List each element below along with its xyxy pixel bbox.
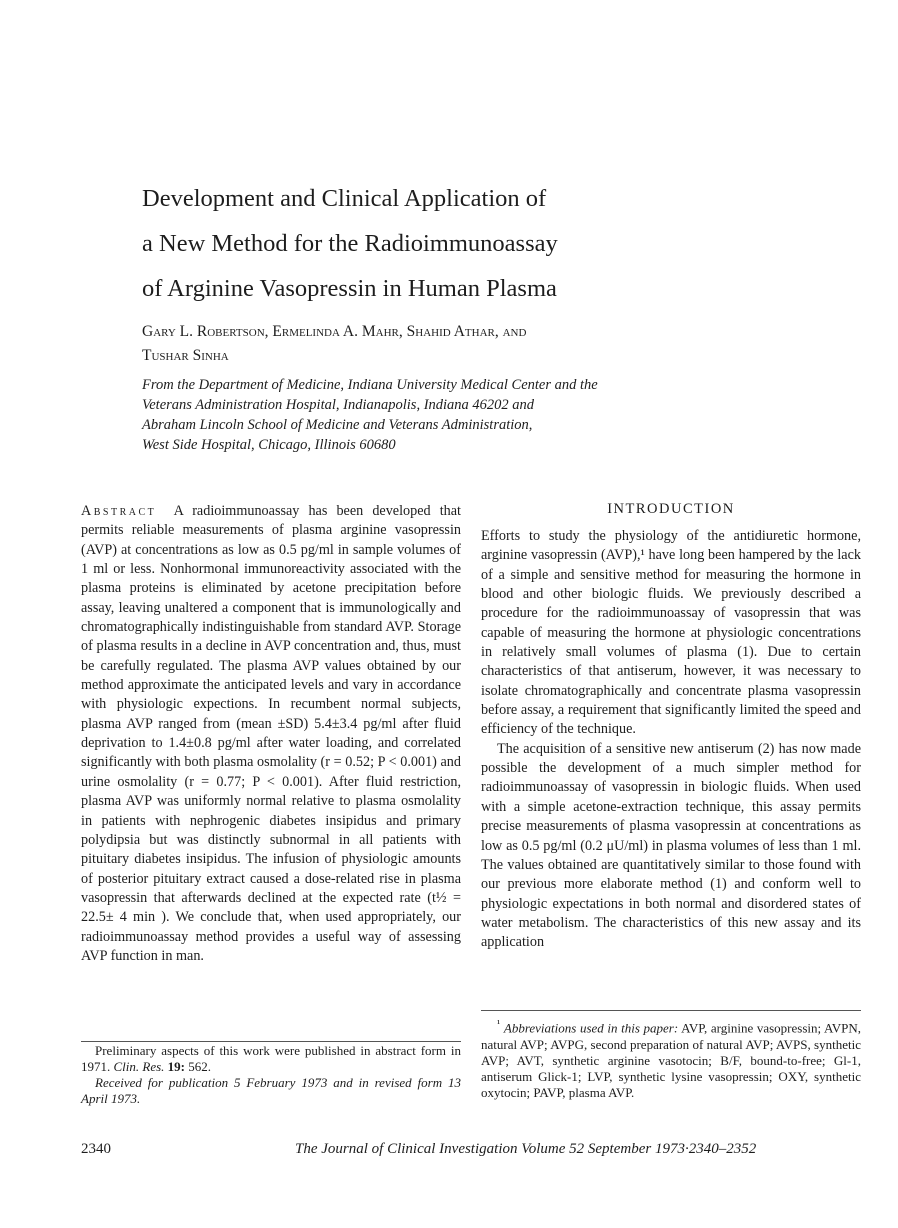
abstract-text: A radioimmunoassay has been developed that permits reliable measurements of plasma arginine vasopressin (AVP) at concentrations as low as 0.5 pg/ml in sample volumes of 1 ml or less. Nonhormonal immunoreactivity associated with the plasma proteins is eliminated by acetone precipitation before assay, leaving unaltered a component that is immunologically and chromatographically indistinguishable from standard AVP. Storage of plasma results in a decline in AVP concentration and, thus, must be carefully regulated. The plasma AVP values obtained by our method approximate the anticipated levels and vary in accordance with physiologic expections. In recumbent normal subjects, plasma AVP ranged from (mean ±SD) 5.4±3.4 pg/ml after fluid deprivation to 1.4±0.8 pg/ml after water loading, and correlated significantly with both plasma osmolality (r = 0.52; P < 0.001) and urine osmolality (r = 0.77; P < 0.001). After fluid restriction, plasma AVP was uniformly normal relative to plasma osmolality in patients with nephrogenic diabetes insipidus and primary polydipsia but was distinctly subnormal in all patients with pituitary diabetes insipidus. The infusion of physiologic amounts of posterior pituitary extract caused a dose-related rise in plasma vasopressin that afterwards declined at the expected rate (t½ = 22.5± 4 min ). We conclude that, when used appropriately, our radioimmunoassay method provides a useful way of assessing AVP function in man. [81,503,461,964]
author-line: Gary L. Robertson, Ermelinda A. Mahr, Shahid Athar, and [142,323,527,340]
footnote-text: AVP, arginine vasopressin; AVPN, natural AVP; AVPG, second preparation of natural AVP; AVPS, synthetic AVP; AVT, synthetic arginine vasotocin; B/F, bound-to-free; Gl-1, antiserum Glick-1; LVP, synthetic lysine vasopressin; OXY, synthetic oxytocin; PAVP, plasma AVP. [481,1020,861,1101]
intro-paragraph-1: Efforts to study the physiology of the antidiuretic hormone, arginine vasopressin (AVP),¹ have long been hampered by the lack of a simple and sensitive method for measuring the hormone in blood and other biologic fluids. We previously described a procedure for the radioimmunoassay of vasopressin that was capable of measuring the hormone at physiologic concentrations in relatively small volumes of plasma (1). Due to certain characteristics of that antiserum, however, it was necessary to isolate chromatographically and concentrate plasma vasopressin before assay, a requirement that significantly limited the speed and efficiency of the technique. [481,528,861,738]
article-notes [81,1041,461,1107]
journal-citation: The Journal of Clinical Investigation Volume 52 September 1973·2340–2352 [295,1141,757,1157]
affiliation-line: West Side Hospital, Chicago, Illinois 60680 [142,437,396,453]
abbreviations-footnote [481,1010,861,1101]
author-line: Tushar Sinha [142,347,229,364]
affiliation-line: Veterans Administration Hospital, Indianapolis, Indiana 46202 and [142,397,535,413]
abstract-label: Abstract [81,503,157,519]
received-note: Received for publication 5 February 1973 and in revised form 13 April 1973. [81,1075,461,1106]
preliminary-note: Preliminary aspects of this work were published in abstract form in 1971. Clin. Res. 19: 562. [81,1043,461,1074]
affiliation [142,375,702,455]
intro-paragraph-2: The acquisition of a sensitive new antiserum (2) has now made possible the development of a much simpler method for radioimmunoassay of vasopressin in biologic fluids. When used with a simple acetone-extraction technique, this assay permits precise measurements of plasma vasopressin at concentrations as low as 0.5 pg/ml (0.2 μU/ml) in plasma volumes of less than 1 ml. The values obtained are quantitatively similar to those found with our previous more elaborate method (1) and conform well to physiologic expectations in both normal and disordered states of water metabolism. The characteristics of this new assay and its application [481,740,861,951]
affiliation-line: From the Department of Medicine, Indiana University Medical Center and the [142,377,598,393]
abstract-paragraph [81,502,461,966]
title-line: Development and Clinical Application of [142,185,547,212]
footnote-marker: ¹ [497,1018,501,1030]
title-line: a New Method for the Radioimmunoassay [142,230,558,257]
journal-abbrev: Clin. Res. [113,1059,165,1074]
affiliation-line: Abraham Lincoln School of Medicine and Veterans Administration, [142,417,533,433]
introduction-heading: INTRODUCTION [607,501,735,517]
title-line: of Arginine Vasopressin in Human Plasma [142,275,557,302]
author-list [142,320,702,368]
volume-number: 19: [167,1059,186,1074]
article-title [142,176,702,311]
page-number: 2340 [81,1141,111,1157]
abstract-section [81,502,461,966]
introduction-section [481,527,861,953]
footnote-label: Abbreviations used in this paper: [503,1020,679,1036]
